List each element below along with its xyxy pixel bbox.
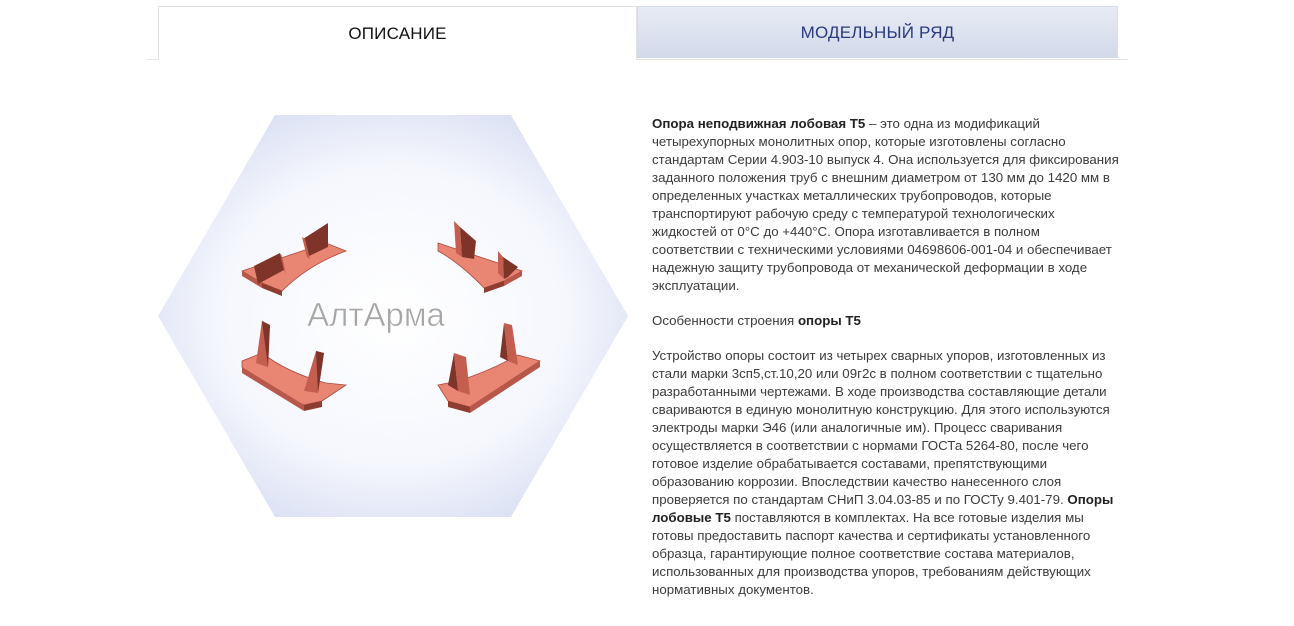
tab-model-range[interactable] xyxy=(637,6,1118,58)
product-image-svg xyxy=(158,115,628,517)
product-name: Опора неподвижная лобовая Т5 xyxy=(652,116,866,131)
description-content xyxy=(652,115,1122,616)
watermark-text: АлтАрма xyxy=(307,296,445,333)
tab-description[interactable] xyxy=(158,6,637,60)
description-paragraph-2: Особенности строения опоры Т5 xyxy=(652,313,861,328)
tab-description-label: ОПИСАНИЕ xyxy=(348,23,447,43)
description-paragraph-3: Устройство опоры состоит из четырех сварных упоров, изготовленных из стали марки 3сп5,ст.10,20 или 09г2с в полном соответствии с тщательно разработанными чертежами. В ходе производства составляющие детали свариваются в единую монолитную конструкцию. Для этого используются электроды марки Э46 (или аналогичные им). Процесс сваривания осуществляется в соответствии с нормами ГОСТа 5264-80, после чего готовое изделие обрабатывается составами, препятствующими образованию коррозии. Впоследствии качество нанесенного слоя проверяется по стандартам СНиП 3.04.03-85 и по ГОСТу 9.401-79. Опоры лобовые Т5 поставляются в комплектах. На все готовые изделия мы готовы предоставить паспорт качества и сертификаты установленного образца, гарантирующие полное соответствие состава материалов, использованных для производства упоров, требованиям действующих нормативных документов. xyxy=(652,348,1114,597)
tabs-bar xyxy=(147,0,1128,60)
tab-model-range-label: МОДЕЛЬНЫЙ РЯД xyxy=(800,22,955,42)
description-paragraph-1: Опора неподвижная лобовая Т5 – это одна из модификаций четырехупорных монолитных опор, которые изготовлены согласно стандартам Серии 4.903-10 выпуск 4. Она используется для фиксирования заданного положения труб с внешним диаметром от 130 мм до 1420 мм в определенных участках металлических трубопроводов, которые транспортируют рабочую среду с температурой технологических жидкостей от 0°С до +440°С. Опора изготавливается в полном соответствии с техническими условиями 04698606-001-04 и обеспечивает надежную защиту трубопровода от механической деформации в ходе эксплуатации. xyxy=(652,116,1119,293)
product-image xyxy=(158,115,628,517)
